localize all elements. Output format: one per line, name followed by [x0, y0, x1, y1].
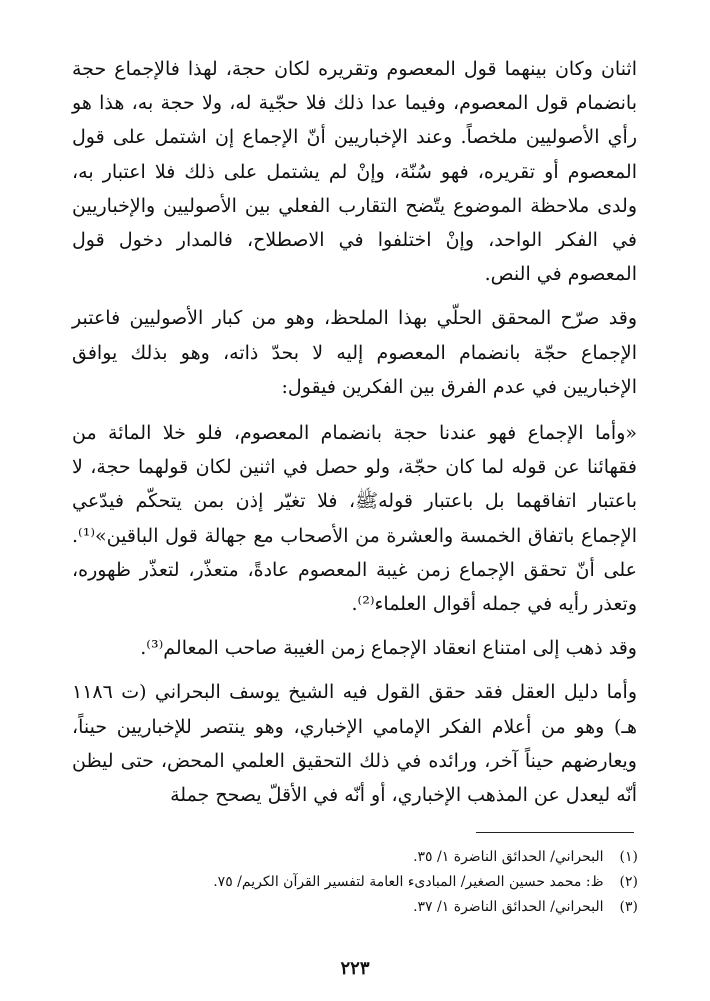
footnote-number: (٣)	[619, 899, 638, 915]
footnote-3	[73, 895, 638, 920]
footnote-number: (١)	[619, 849, 638, 865]
footnote-2	[73, 870, 638, 895]
main-text	[72, 52, 637, 812]
footnote-text: البحراني/ الحدائق الناضرة ١/ ٣٧.	[413, 899, 604, 915]
paragraph-5: وأما دليل العقل فقد حقق القول فيه الشيخ يوسف البحراني (ت ١١٨٦ هـ) وهو من أعلام الفكر الإمامي الإخباري، وهو ينتصر للإخباريين حيناً، ويعارضهم حيناً آخر، ورائده في ذلك التحقيق العلمي المحض، حتى ليظن أنّه ليعدل عن المذهب الإخباري، أو أنّه في الأقلّ يصحح جملة	[72, 681, 637, 807]
page-number: ٢٢٣	[340, 958, 370, 979]
paragraph-1: اثنان وكان بينهما قول المعصوم وتقريره لكان حجة، لهذا فالإجماع حجة بانضمام قول المعصوم، وفيما عدا ذلك فلا حجّية له، ولا حجة به، هذا هو رأي الأصوليين ملخصاً. وعند الإخباريين أنّ الإجماع إن اشتمل على قول المعصوم أو تقريره، فهو سُنّة، وإنْ لم يشتمل على ذلك فلا اعتبار به، ولدى ملاحظة الموضوع يتّضح التقارب الفعلي بين الأصوليين والإخباريين في الفكر الواحد، وإنْ اختلفوا في الاصطلاح، فالمدار دخول قول المعصوم في النص.	[72, 58, 637, 286]
quotation-paragraph: «وأما الإجماع فهو عندنا حجة بانضمام المعصوم، فلو خلا المائة من فقهائنا عن قوله لما كان حجّة، ولو حصل في اثنين لكان قولهما حجة، لا باعتبار اتفاقهما بل باعتبار قولهﷺ، فلا تغيّر إذن بمن يتحكّم فيدّعي الإجماع باتفاق الخمسة والعشرة من الأصحاب مع جهالة قول الباقين»⁽¹⁾. على أنّ تحقق الإجماع زمن غيبة المعصوم عادةً، متعذّر، لتعذّر ظهوره، وتعذر رأيه في جمله أقوال العلماء⁽²⁾.	[72, 422, 637, 616]
footnotes	[73, 845, 638, 920]
footnote-text: البحراني/ الحدائق الناضرة ١/ ٣٥.	[413, 849, 604, 865]
footnote-1	[73, 845, 638, 870]
footnote-number: (٢)	[619, 874, 638, 890]
footnote-divider	[476, 832, 634, 833]
paragraph-4: وقد ذهب إلى امتناع انعقاد الإجماع زمن الغيبة صاحب المعالم⁽³⁾.	[140, 637, 637, 660]
paragraph-2: وقد صرّح المحقق الحلّي بهذا الملحظ، وهو من كبار الأصوليين فاعتبر الإجماع حجّة بانضمام المعصوم إليه لا بحدّ ذاته، وهو بذلك يوافق الإخباريين في عدم الفرق بين الفكرين فيقول:	[72, 307, 637, 398]
footnote-text: ظ: محمد حسين الصغير/ المبادىء العامة لتفسير القرآن الكريم/ ٧٥.	[213, 874, 604, 890]
